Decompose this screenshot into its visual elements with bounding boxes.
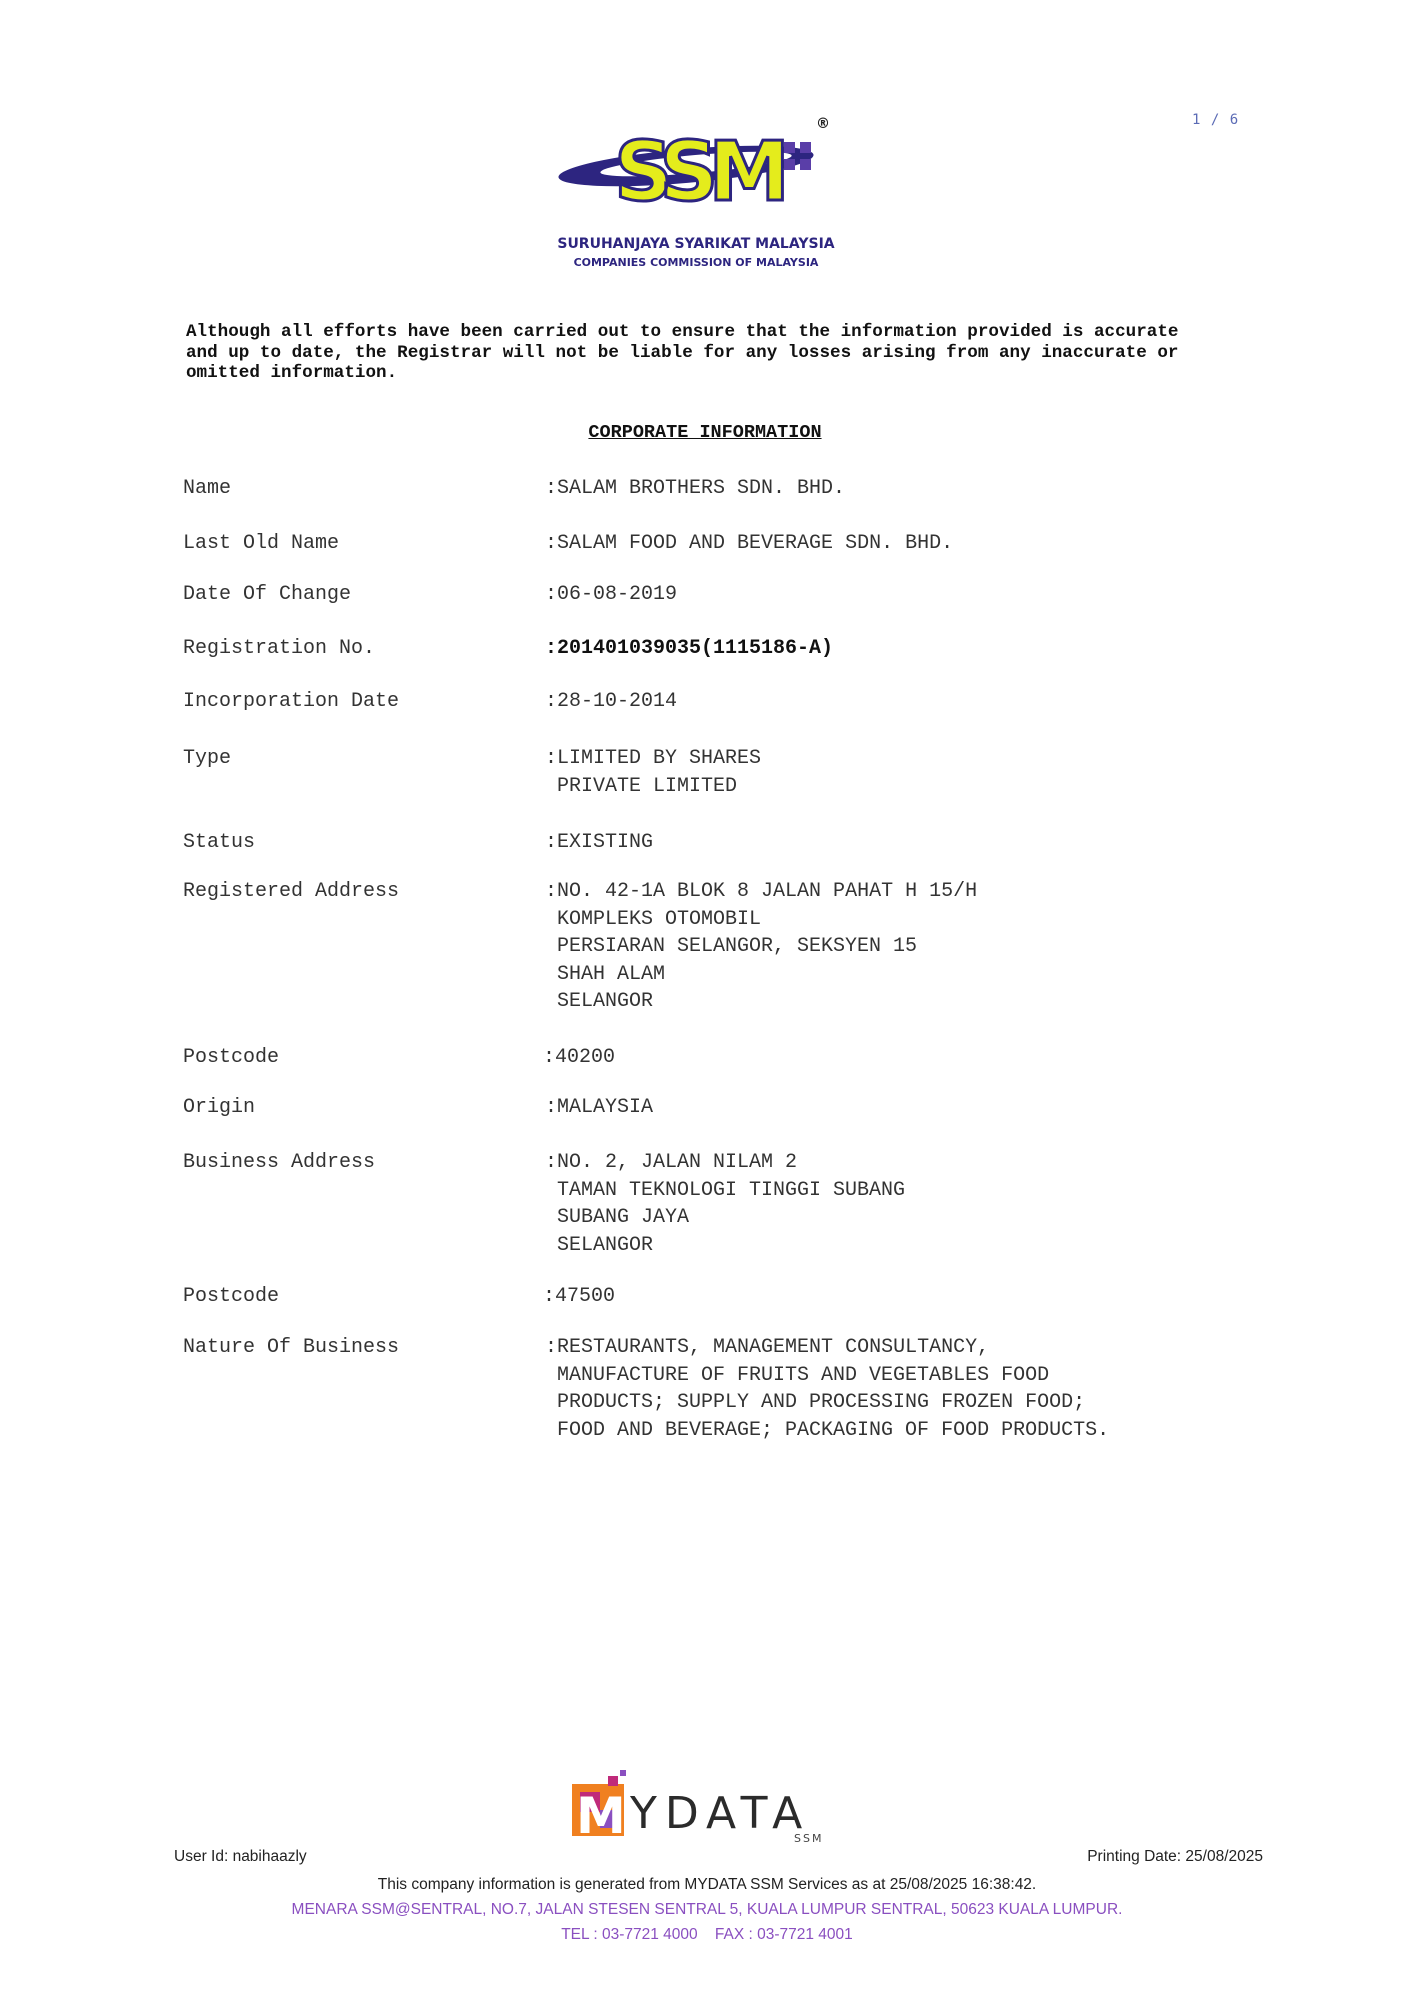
generated-note: This company information is generated from MYDATA SSM Services as at 25/08/2025 16:38:42.: [377, 1876, 1037, 1893]
field-value-line: KOMPLEKS OTOMOBIL: [557, 907, 762, 931]
field-label: Registration No.: [183, 637, 376, 660]
field-value: EXISTING: [557, 831, 654, 854]
field-value: 06-08-2019: [557, 583, 678, 606]
field-value-line: MANUFACTURE OF FRUITS AND VEGETABLES FOOD: [557, 1363, 1050, 1387]
field-value-line: TAMAN TEKNOLOGI TINGGI SUBANG: [557, 1178, 906, 1202]
mydata-logo-sub: SSM: [794, 1832, 824, 1844]
footer-address: MENARA SSM@SENTRAL, NO.7, JALAN STESEN SENTRAL 5, KUALA LUMPUR SENTRAL, 50623 KUALA LUMPUR.: [291, 1901, 1123, 1918]
mydata-logo-letter: M: [576, 1787, 626, 1844]
field-label: Name: [183, 477, 232, 500]
field-value: 47500: [555, 1285, 616, 1308]
field-value: 28-10-2014: [557, 690, 678, 713]
field-label: Type: [183, 747, 232, 770]
ssm-org-name-ms: SURUHANJAYA SYARIKAT MALAYSIA: [557, 236, 835, 252]
field-value-line: PERSIARAN SELANGOR, SEKSYEN 15: [557, 935, 918, 958]
disclaimer: Although all efforts have been carried out to ensure that the information provided is accurate and up to date, the Registrar will not be liable for any losses arising from any inaccurate or omitted information.: [186, 322, 1179, 383]
field-label: Status: [183, 831, 256, 854]
field-label: Incorporation Date: [183, 690, 400, 713]
field-label: Date Of Change: [183, 583, 352, 606]
footer-tel-fax: TEL : 03-7721 4000 FAX : 03-7721 4001: [561, 1926, 853, 1943]
page-counter: 1 / 6: [1192, 112, 1240, 128]
section-title: CORPORATE INFORMATION: [588, 422, 822, 443]
field-value-line: NO. 42-1A BLOK 8 JALAN PAHAT H 15/H: [557, 880, 978, 903]
field-value-line: SUBANG JAYA: [557, 1206, 690, 1229]
field-value: SALAM FOOD AND BEVERAGE SDN. BHD.: [557, 532, 954, 555]
field-value-line: SHAH ALAM: [557, 962, 666, 986]
field-label: Origin: [183, 1096, 256, 1119]
field-value-line: SELANGOR: [557, 1233, 654, 1257]
field-value: 40200: [555, 1046, 616, 1069]
field-value-line: PRODUCTS; SUPPLY AND PROCESSING FROZEN FOOD;: [557, 1391, 1086, 1414]
ssm-logo-text: SSM: [614, 125, 781, 220]
field-value: SALAM BROTHERS SDN. BHD.: [557, 477, 846, 500]
field-value: 201401039035(1115186-A): [557, 637, 834, 660]
registered-mark: ®: [816, 116, 830, 132]
field-value-line: RESTAURANTS, MANAGEMENT CONSULTANCY,: [557, 1336, 990, 1359]
field-label: Postcode: [183, 1285, 280, 1308]
mydata-logo-text: YDATA: [630, 1788, 811, 1839]
field-label: Last Old Name: [183, 532, 340, 555]
field-value-line: NO. 2, JALAN NILAM 2: [557, 1151, 798, 1174]
field-label: Registered Address: [183, 880, 400, 903]
ssm-org-name-en: COMPANIES COMMISSION OF MALAYSIA: [573, 256, 819, 269]
field-value-line: PRIVATE LIMITED: [557, 774, 738, 798]
field-value: MALAYSIA: [557, 1096, 654, 1119]
printing-date: Printing Date: 25/08/2025: [1087, 1848, 1263, 1865]
field-label: Business Address: [183, 1151, 376, 1174]
field-value-line: SELANGOR: [557, 990, 654, 1013]
mydata-logo: [572, 1770, 836, 1844]
ssm-logo: [556, 112, 856, 272]
field-value-line: LIMITED BY SHARES: [557, 747, 762, 770]
field-label: Postcode: [183, 1046, 280, 1069]
field-label: Nature Of Business: [183, 1336, 400, 1359]
field-value-line: FOOD AND BEVERAGE; PACKAGING OF FOOD PRODUCTS.: [557, 1418, 1110, 1442]
user-id: User Id: nabihaazly: [174, 1848, 307, 1865]
